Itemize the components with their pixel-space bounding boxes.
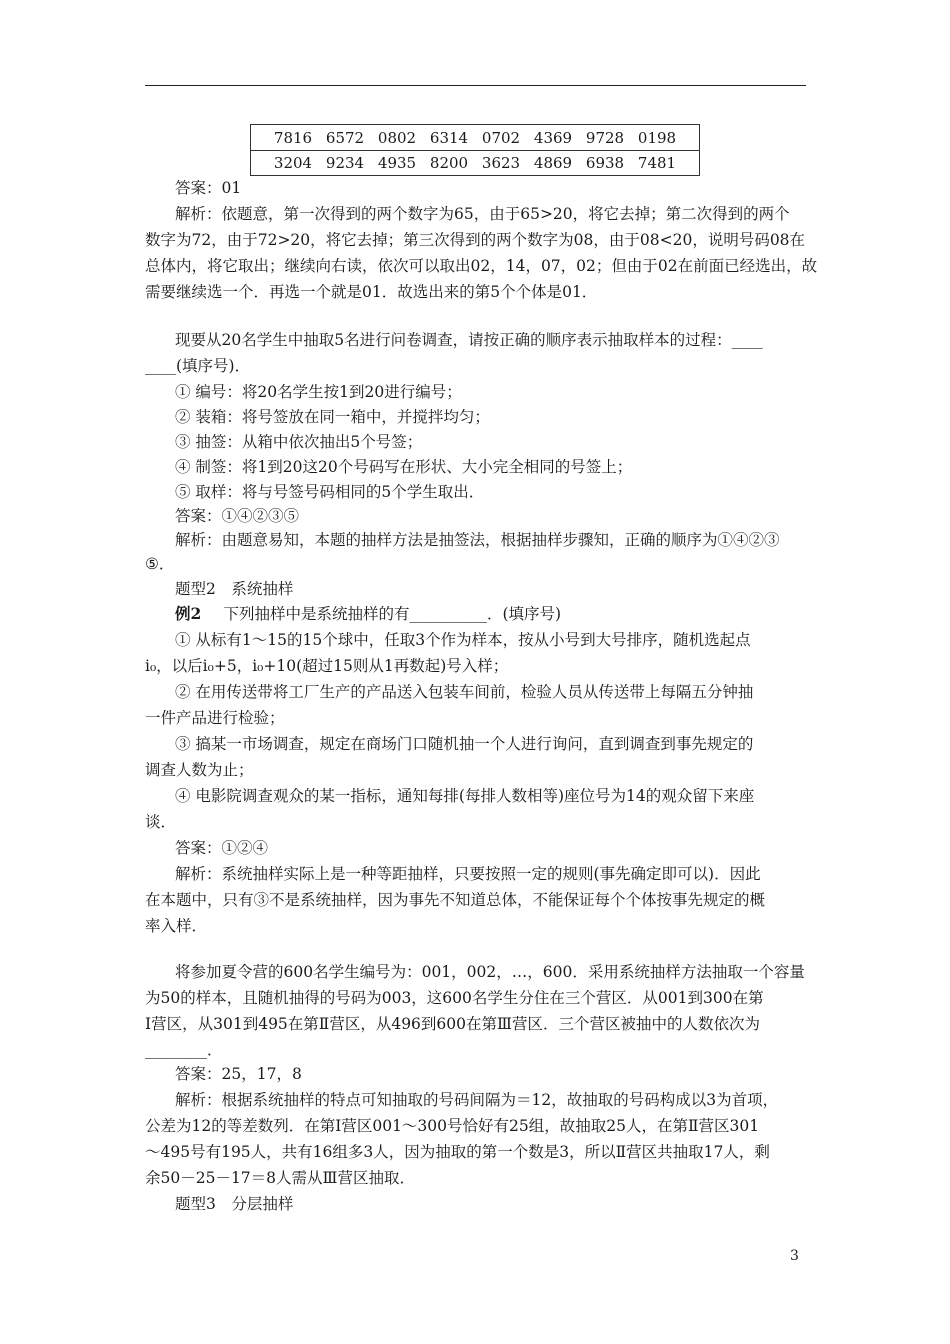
text-line: 谈． [145, 813, 177, 831]
table-cell: 3204 [273, 153, 313, 172]
text-line: 公差为12的等差数列．在第Ⅰ营区001～300号恰好有25组，故抽取25人，在第Ⅱ营区301 [145, 1117, 760, 1135]
question-line: 现要从20名学生中抽取5名进行问卷调查，请按正确的顺序表示抽取样本的过程：____ [175, 331, 763, 349]
table-cell: 7481 [637, 153, 677, 172]
table-cell: 9234 [325, 153, 365, 172]
answer-line: 答案：01 [175, 179, 242, 197]
table-cell: 4935 [377, 153, 417, 172]
text-line: 总体内，将它取出；继续向右读，依次可以取出02，14，07，02；但由于02在前面已经选出，故 [145, 257, 818, 275]
random-number-table [250, 124, 700, 176]
text-line: i₀，以后i₀+5，i₀+10(超过15则从1再数起)号入样； [145, 657, 509, 675]
text-line: ____(填序号)． [145, 357, 251, 375]
text-line: ________． [145, 1041, 223, 1059]
text-line: ⑤． [145, 555, 175, 573]
answer-line: 答案：①④②③⑤ [175, 507, 300, 525]
table-cell: 0702 [481, 128, 521, 147]
example-label: 例2 [175, 604, 202, 623]
question-line: 将参加夏令营的600名学生编号为：001，002，…，600．采用系统抽样方法抽取一个容量 [175, 963, 805, 981]
text-line: 在本题中，只有③不是系统抽样，因为事先不知道总体，不能保证每个个体按事先规定的概 [145, 891, 766, 909]
text-line: 率入样． [145, 917, 208, 935]
table-cell: 0198 [637, 128, 677, 147]
table-row [251, 150, 699, 175]
analysis-line: 解析：系统抽样实际上是一种等距抽样，只要按照一定的规则(事先确定即可以)．因此 [175, 865, 761, 883]
analysis-line: 解析：根据系统抽样的特点可知抽取的号码间隔为＝12，故抽取的号码构成以3为首项， [175, 1091, 779, 1109]
answer-line: 答案：①②④ [175, 839, 269, 857]
table-cell: 6314 [429, 128, 469, 147]
text-line: 数字为72，由于72>20，将它去掉；第三次得到的两个数字为08，由于08<20，说明号码08在 [145, 231, 806, 249]
option-line: ④ 电影院调查观众的某一指标，通知每排(每排人数相等)座位号为14的观众留下来座 [175, 787, 755, 805]
table-row [251, 125, 699, 151]
section-heading: 题型3 分层抽样 [175, 1195, 294, 1213]
question-line: 下列抽样中是系统抽样的有__________．(填序号) [208, 605, 562, 623]
text-line: 一件产品进行检验； [145, 709, 285, 727]
section-heading: 题型2 系统抽样 [175, 580, 294, 598]
text-line: 为50的样本，且随机抽得的号码为003，这600名学生分住在三个营区．从001到300在第 [145, 989, 764, 1007]
header-rule [145, 85, 806, 86]
table-cell: 4869 [533, 153, 573, 172]
analysis-line: 解析：依题意，第一次得到的两个数字为65，由于65>20，将它去掉；第二次得到的两个 [175, 205, 790, 223]
text-line: 余50－25－17＝8人需从Ⅲ营区抽取． [145, 1169, 415, 1187]
option-line: ④ 制签：将1到20这20个号码写在形状、大小完全相同的号签上； [175, 458, 633, 476]
table-cell: 6572 [325, 128, 365, 147]
text-line: 需要继续选一个．再选一个就是01．故选出来的第5个个体是01． [145, 283, 598, 301]
table-cell: 8200 [429, 153, 469, 172]
table-cell: 6938 [585, 153, 625, 172]
text-line: 调查人数为止； [145, 761, 254, 779]
table-cell: 4369 [533, 128, 573, 147]
analysis-line: 解析：由题意易知，本题的抽样方法是抽签法，根据抽样步骤知，正确的顺序为①④②③ [175, 531, 780, 549]
option-line: ② 装箱：将号签放在同一箱中，并搅拌均匀； [175, 408, 490, 426]
text-line: Ⅰ营区，从301到495在第Ⅱ营区，从496到600在第Ⅲ营区．三个营区被抽中的人数依次为 [145, 1015, 760, 1033]
answer-line: 答案：25，17，8 [175, 1065, 302, 1083]
text-line: ～495号有195人，共有16组多3人，因为抽取的第一个数是3，所以Ⅱ营区共抽取17人，剩 [145, 1143, 770, 1161]
option-line: ① 从标有1～15的15个球中，任取3个作为样本，按从小号到大号排序，随机选起点 [175, 631, 751, 649]
option-line: ③ 抽签：从箱中依次抽出5个号签； [175, 433, 423, 451]
table-cell: 0802 [377, 128, 417, 147]
page-number: 3 [790, 1248, 799, 1264]
option-line: ③ 搞某一市场调查，规定在商场门口随机抽一个人进行询问，直到调查到事先规定的 [175, 735, 754, 753]
table-cell: 7816 [273, 128, 313, 147]
table-cell: 3623 [481, 153, 521, 172]
option-line: ① 编号：将20名学生按1到20进行编号； [175, 383, 462, 401]
option-line: ② 在用传送带将工厂生产的产品送入包装车间前，检验人员从传送带上每隔五分钟抽 [175, 683, 754, 701]
table-cell: 9728 [585, 128, 625, 147]
option-line: ⑤ 取样：将与号签号码相同的5个学生取出． [175, 483, 485, 501]
